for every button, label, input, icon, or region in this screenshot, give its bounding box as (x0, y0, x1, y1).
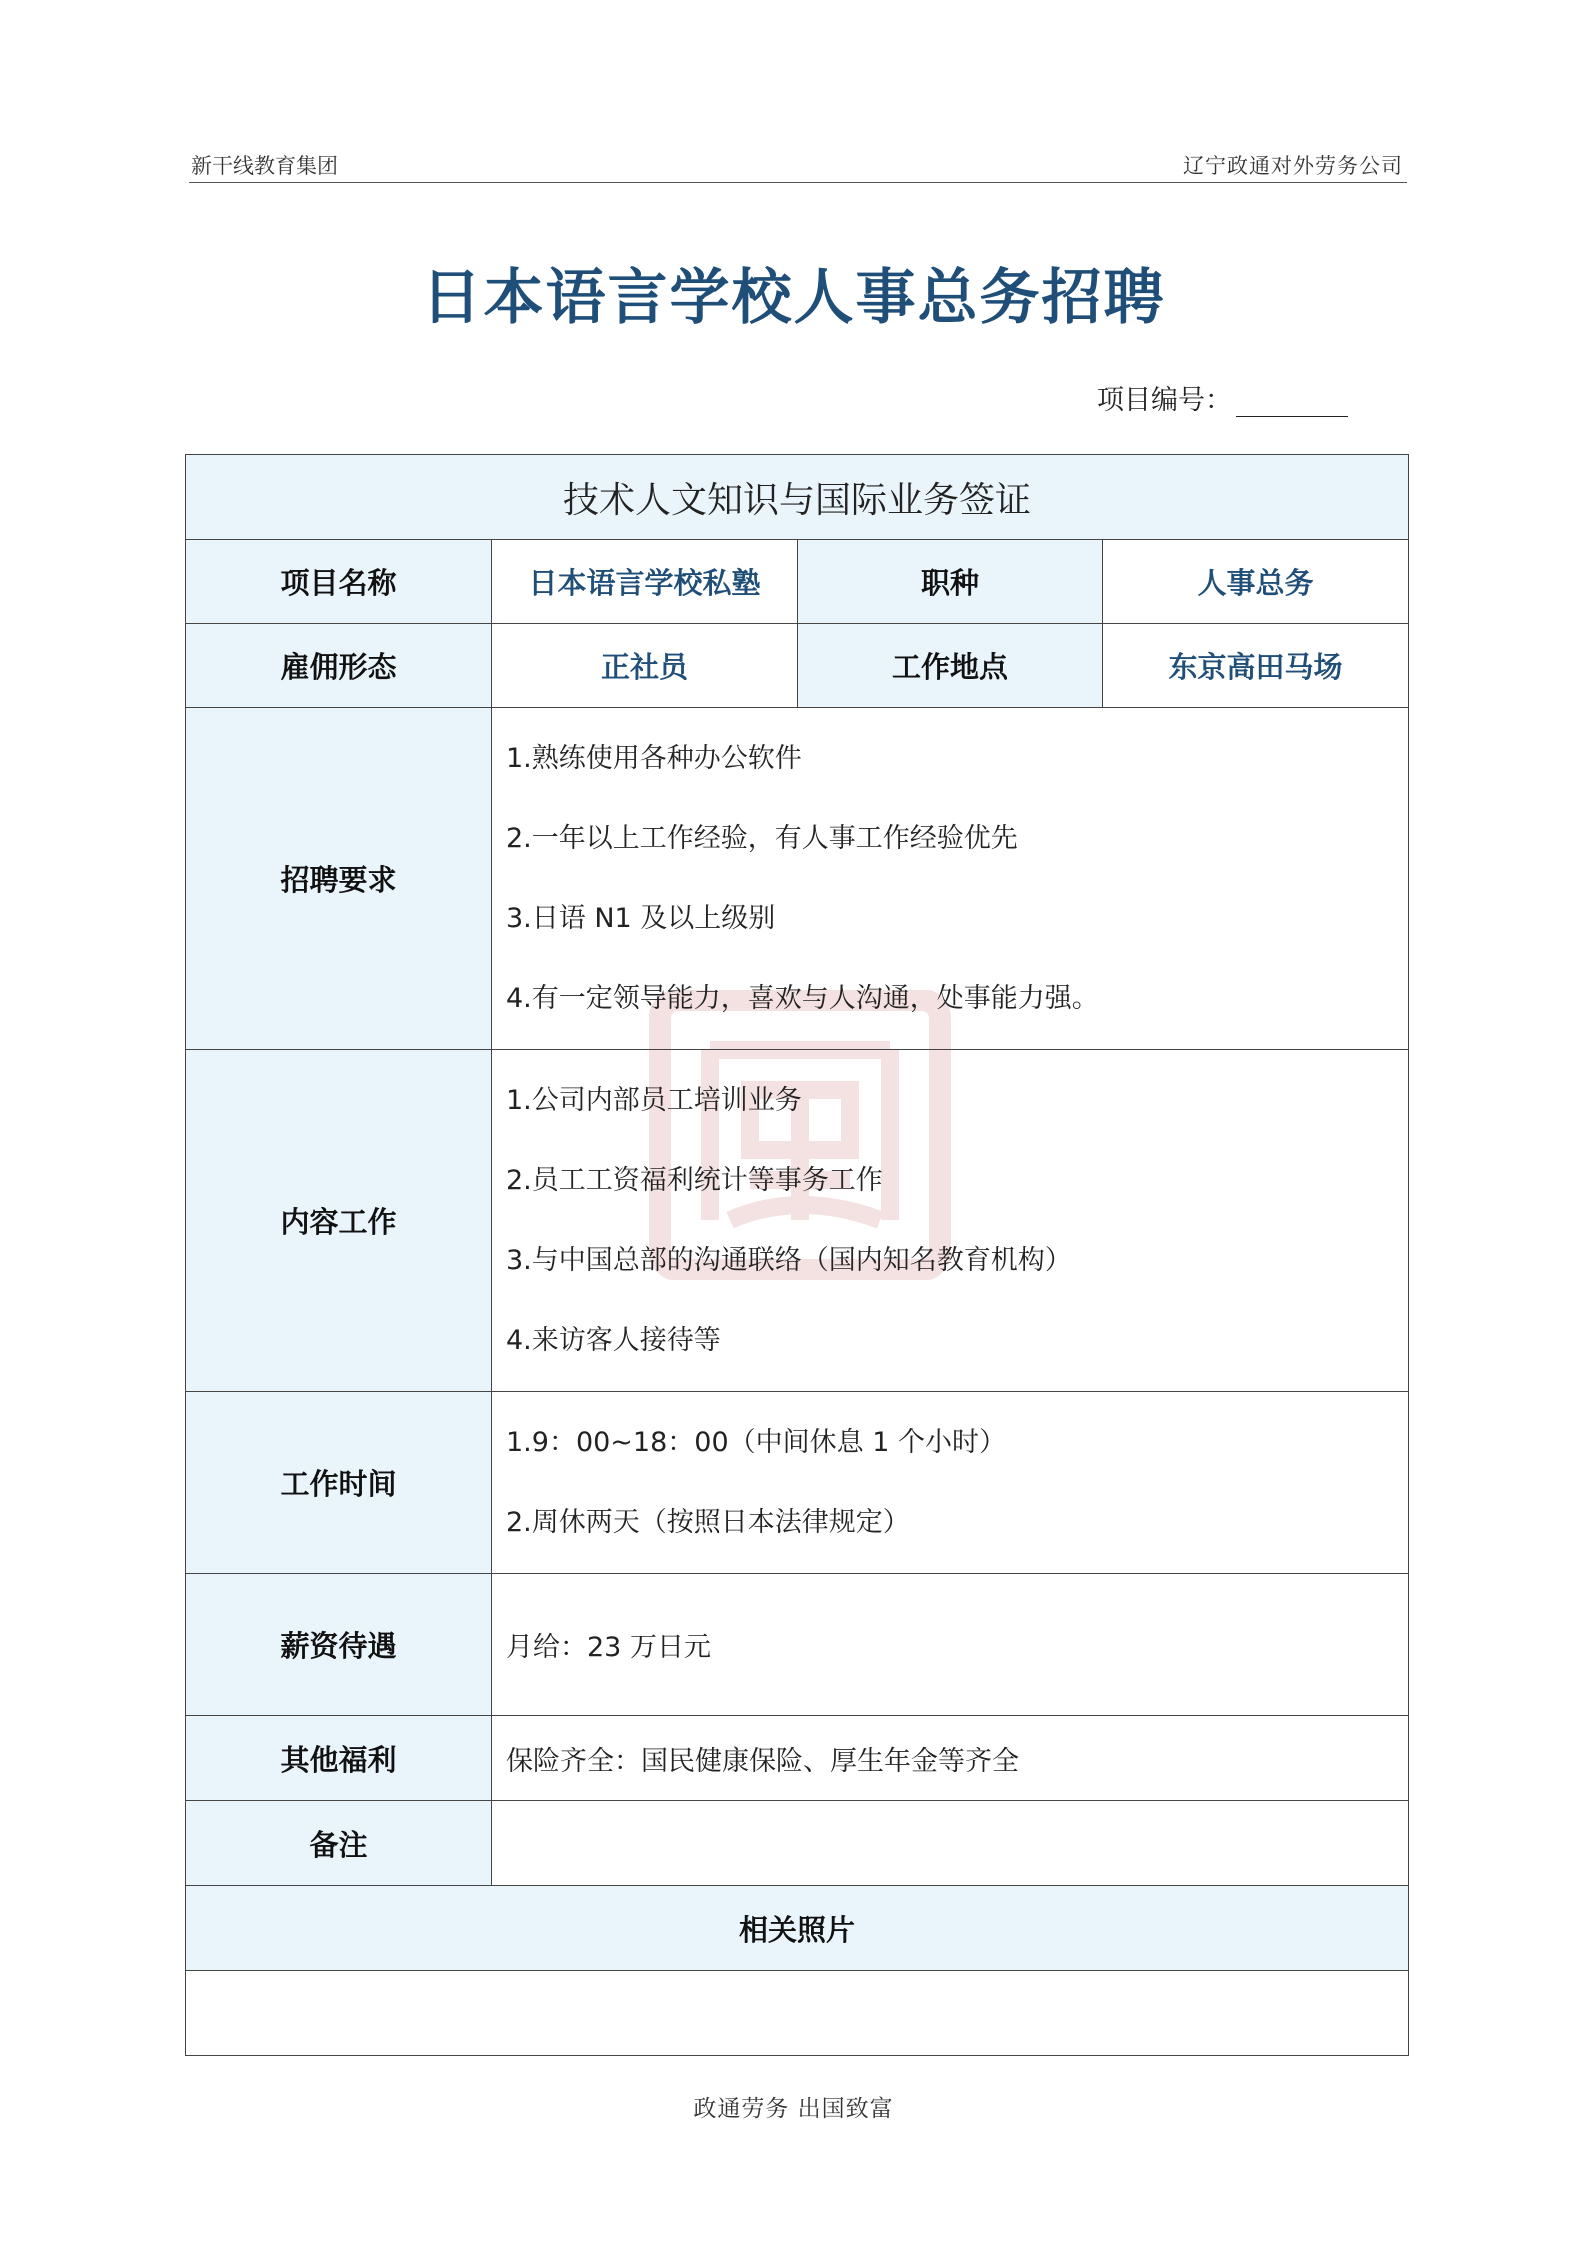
work-content-list (492, 1050, 1409, 1392)
benefits-label: 其他福利 (186, 1716, 492, 1801)
work-location-label: 工作地点 (798, 624, 1103, 708)
page-title: 日本语言学校人事总务招聘 (421, 263, 1166, 333)
project-number-label: 项目编号： (1097, 385, 1232, 416)
requirement-item: 4.有一定领导能力，喜欢与人沟通，处事能力强。 (506, 982, 1099, 1014)
header-right-org: 辽宁政通对外劳务公司 (1183, 154, 1403, 178)
benefits-value: 保险齐全：国民健康保险、厚生年金等齐全 (492, 1716, 1409, 1801)
work-location-value: 东京高田马场 (1103, 624, 1409, 708)
salary-value: 月给：23 万日元 (492, 1574, 1409, 1716)
work-time-label: 工作时间 (186, 1392, 492, 1574)
work-time-item: 1.9：00~18：00（中间休息 1 个小时） (506, 1426, 1006, 1458)
requirement-item: 1.熟练使用各种办公软件 (506, 742, 802, 774)
project-name-value: 日本语言学校私塾 (492, 540, 798, 624)
requirements-label: 招聘要求 (186, 708, 492, 1050)
remarks-label: 备注 (186, 1801, 492, 1886)
job-details-table (185, 454, 1409, 2056)
work-content-label: 内容工作 (186, 1050, 492, 1392)
work-content-item: 4.来访客人接待等 (506, 1324, 721, 1356)
job-type-value: 人事总务 (1103, 540, 1409, 624)
work-time-item: 2.周休两天（按照日本法律规定） (506, 1506, 910, 1538)
job-type-label: 职种 (798, 540, 1103, 624)
requirements-list (492, 708, 1409, 1050)
page-footer: 政通劳务 出国致富 (693, 2096, 894, 2122)
remarks-value (492, 1801, 1409, 1886)
employment-type-value: 正社员 (492, 624, 798, 708)
employment-type-label: 雇佣形态 (186, 624, 492, 708)
visa-type-caption: 技术人文知识与国际业务签证 (186, 455, 1409, 540)
requirement-item: 2.一年以上工作经验，有人事工作经验优先 (506, 822, 1018, 854)
work-content-item: 2.员工工资福利统计等事务工作 (506, 1164, 883, 1196)
salary-label: 薪资待遇 (186, 1574, 492, 1716)
photos-area (186, 1971, 1409, 2056)
work-content-item: 1.公司内部员工培训业务 (506, 1084, 802, 1116)
work-time-list (492, 1392, 1409, 1574)
requirement-item: 3.日语 N1 及以上级别 (506, 902, 776, 934)
photos-section-header: 相关照片 (186, 1886, 1409, 1971)
project-name-label: 项目名称 (186, 540, 492, 624)
project-number-blank (1236, 388, 1348, 417)
work-content-item: 3.与中国总部的沟通联络（国内知名教育机构） (506, 1244, 1072, 1276)
page-header (189, 146, 1407, 183)
header-left-org: 新干线教育集团 (191, 154, 338, 178)
project-number (1097, 378, 1348, 417)
